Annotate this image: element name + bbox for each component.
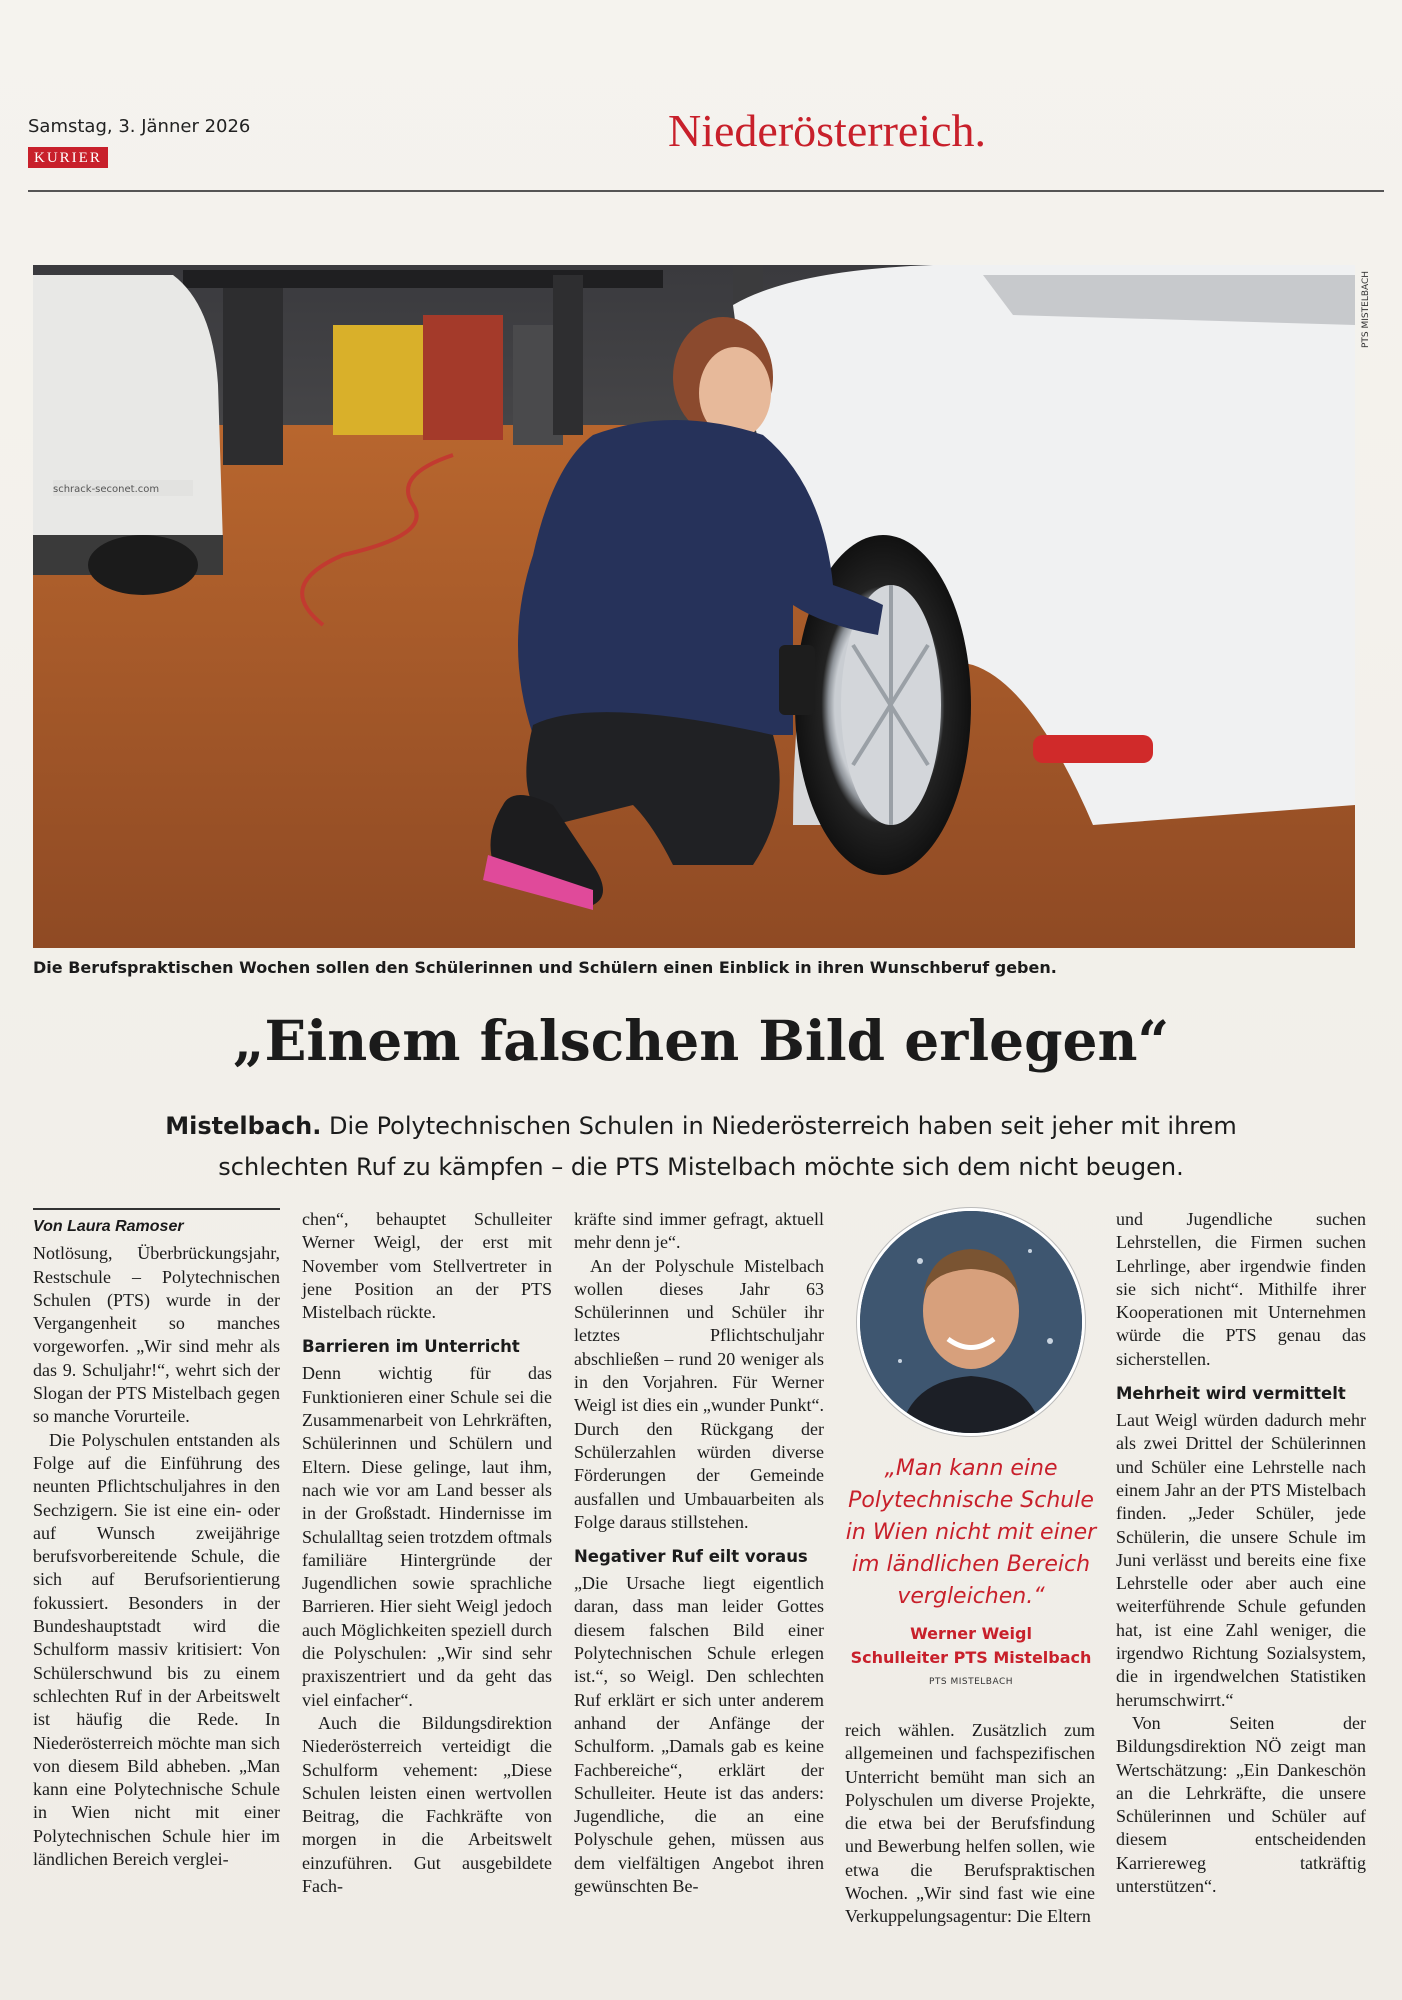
paragraph: Laut Weigl würden dadurch mehr als zwei Drittel der Schülerinnen und Schüler eine Lehrstelle nach einem Jahr an der PTS Mistelbach finden. „Jeder Schüler, jede Schülerin, die unsere Schule im Juni verlässt und bereits eine fixe Lehrstelle oder aber auch eine weiterführende Schule gefunden hat, ist eine Zahl weniger, die irgendwo Richtung Sozialsystem, die in irgendwelchen Statistiken herumschwirrt.“ xyxy=(1116,1410,1366,1710)
van-text: schrack-seconet.com xyxy=(53,484,160,495)
paragraph: Auch die Bildungsdirektion Niederösterreich verteidigt die Schulform vehement: „Diese Schulen leisten einen wertvollen Beitrag, die Fachkräfte von morgen in die Arbeitswelt einzuführen. Gut ausgebildete Fach- xyxy=(302,1712,552,1897)
workshop-photo-illustration xyxy=(33,265,1355,948)
article-column-5 xyxy=(1116,1208,1366,1898)
paragraph: An der Polyschule Mistelbach wollen dieses Jahr 63 Schülerinnen und Schüler ihr letztes Pflichtschuljahr abschließen – rund 20 weniger als in den Vorjahren. Für Werner Weigl ist dies ein „wunder Punkt“. Durch den Rückgang der Schülerzahlen würden diverse Förderungen der Gemeinde ausfallen und Umbauarbeiten als Folge daraus stillstehen. xyxy=(574,1255,824,1532)
portrait-illustration xyxy=(860,1211,1082,1433)
pull-quote-attribution xyxy=(838,1622,1104,1670)
paragraph: chen“, behauptet Schulleiter Werner Weigl, der erst mit November vom Stellvertreter in jene Position an der PTS Mistelbach rückte. xyxy=(302,1209,552,1323)
subheading: Mehrheit wird vermittelt xyxy=(1116,1384,1346,1404)
article-column-1 xyxy=(33,1208,280,1871)
pull-quote-name: Werner Weigl xyxy=(910,1624,1032,1643)
lede-text: Die Polytechnischen Schulen in Niederösterreich haben seit jeher mit ihrem schlechten Ruf zu kämpfen – die PTS Mistelbach möchte sich dem nicht beugen. xyxy=(218,1112,1237,1181)
paragraph: „Die Ursache liegt eigentlich daran, dass man leider Gottes diesem falschen Bild einer Polytechnischen Schule erlegen ist.“, so Weigl. Den schlechten Ruf erklärt er sich unter anderem anhand der Anfänge der Schulform. „Damals gab es keine Fachbereiche“, erklärt der Schulleiter. Heute ist das anders: Jugendliche, die an eine Polyschule gehen, müssen aus dem vielfältigen Angebot ihren gewünschten Be- xyxy=(574,1573,824,1897)
byline: Von Laura Ramoser xyxy=(33,1208,280,1238)
pull-quote: „Man kann eine Polytechnische Schule in Wien nicht mit einer im ländlichen Bereich vergleichen.“ xyxy=(845,1456,1097,1609)
subheading: Barrieren im Unterricht xyxy=(302,1337,520,1357)
paragraph: Die Polyschulen entstanden als Folge auf die Einführung des neunten Pflichtschuljahres in den Sechzigern. Sie ist eine ein- oder auf Wunsch zweijährige berufsvorbereitende Schule, die sich auf Berufsorientierung fokussiert. Besonders in der Bundeshauptstadt wird die Schulform massiv kritisiert: Von Schülerschwund bis zu einem schlechten Ruf in der Arbeitswelt ist häufig die Rede. In Niederösterreich möchte man sich von diesem Bild abheben. „Man kann eine Polytechnische Schule in Wien nicht mit einer Polytechnischen Schule hier im ländlichen Bereich verglei- xyxy=(33,1429,280,1870)
pull-quote-role: Schulleiter PTS Mistelbach xyxy=(850,1648,1092,1667)
article-column-3 xyxy=(574,1208,824,1898)
portrait-photo xyxy=(857,1208,1085,1436)
article-column-4 xyxy=(845,1719,1095,1929)
paragraph: Denn wichtig für das Funktionieren einer Schule sei die Zusammenarbeit von Lehrkräften, Schülerinnen und Schülern und Eltern. Diese gelinge, laut ihm, nach wie vor am Land besser als in der Großstadt. Hindernisse im Schulalltag seien trotzdem oftmals familiäre Hintergründe der Jugendlichen sowie sprachliche Barrieren. Hier sieht Weigl jedoch auch Möglichkeiten speziell durch die Polyschulen: „Wir sind sehr praxiszentriert und da geht das viel einfacher“. xyxy=(302,1363,552,1710)
article-lede xyxy=(140,1106,1262,1188)
issue-date: Samstag, 3. Jänner 2026 xyxy=(28,116,251,137)
paragraph: Notlösung, Überbrückungsjahr, Restschule – Polytechnischen Schulen (PTS) wurde in der Vergangenheit so manches vorgeworfen. „Wir sind mehr als das 9. Schuljahr!“, wehrt sich der Slogan der PTS Mistelbach gegen so manche Vorurteile. xyxy=(33,1243,280,1427)
article-headline: „Einem falschen Bild erlegen“ xyxy=(232,1008,1170,1073)
article-column-2 xyxy=(302,1208,552,1898)
article-photo xyxy=(33,265,1355,948)
paragraph: kräfte sind immer gefragt, aktuell mehr denn je“. xyxy=(574,1209,824,1253)
kurier-logo: KURIER xyxy=(28,147,108,168)
paragraph: und Jugendliche suchen Lehrstellen, die Firmen suchen Lehrlinge, aber irgendwie finden sie sich nicht“. Mithilfe ihrer Kooperationen mit Unternehmen würde die PTS genau das sicherstellen. xyxy=(1116,1209,1366,1369)
photo-caption: Die Berufspraktischen Wochen sollen den Schülerinnen und Schülern einen Einblick in ihren Wunschberuf geben. xyxy=(33,958,1057,977)
lede-place: Mistelbach. xyxy=(165,1112,322,1140)
subheading: Negativer Ruf eilt voraus xyxy=(574,1547,808,1567)
portrait-credit: PTS MISTELBACH xyxy=(928,1677,1014,1687)
header-divider xyxy=(28,190,1384,192)
paragraph: Von Seiten der Bildungsdirektion NÖ zeigt man Wertschätzung: „Ein Dankeschön an die Lehrkräfte, die unsere Schülerinnen und Schüler auf diesem entscheidenden Karriereweg tatkräftig unterstützen“. xyxy=(1116,1712,1366,1897)
photo-credit: PTS MISTELBACH xyxy=(1361,270,1371,348)
paragraph: reich wählen. Zusätzlich zum allgemeinen und fachspezifischen Unterricht bemüht man sich an Polyschulen um diverse Projekte, die etwa bei der Berufsfindung und Bewerbung helfen sollen, wie etwa die Berufspraktischen Wochen. „Wir sind fast wie eine Verkuppelungsagentur: Die Eltern xyxy=(845,1720,1095,1927)
section-title: Niederösterreich. xyxy=(668,105,987,156)
